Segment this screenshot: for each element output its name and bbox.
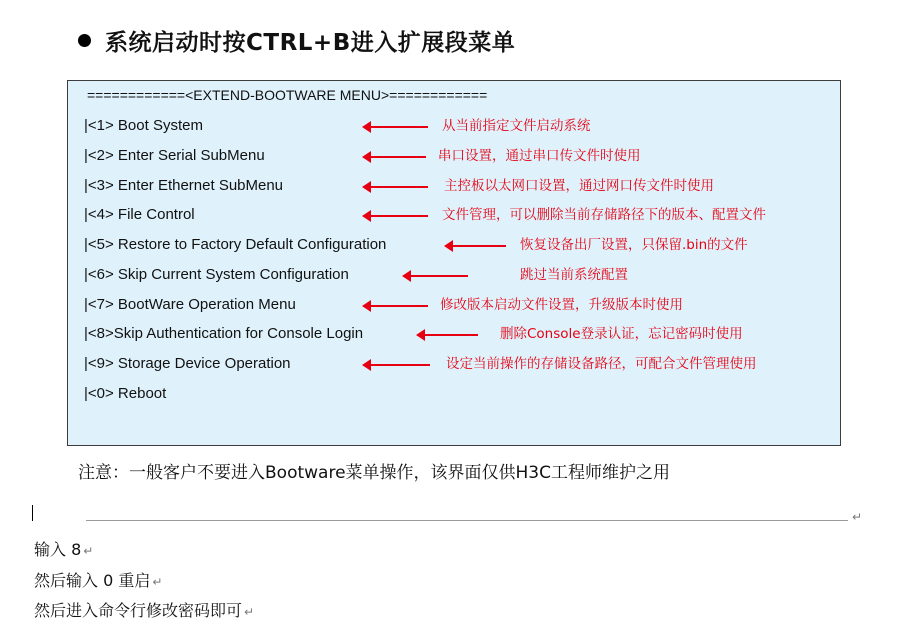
menu-item-annotation: 跳过当前系统配置 xyxy=(520,267,628,283)
menu-item-3 xyxy=(84,175,834,197)
red-arrow-icon xyxy=(410,275,468,277)
menu-item-2 xyxy=(84,145,834,167)
instruction-text: 然后输入 0 重启 xyxy=(34,571,151,590)
red-arrow-icon xyxy=(370,364,430,366)
instruction-text: 输入 8 xyxy=(34,540,82,559)
menu-item-label: |<7> BootWare Operation Menu xyxy=(84,296,296,313)
menu-item-8 xyxy=(84,323,834,345)
menu-item-label: |<4> File Control xyxy=(84,206,195,223)
menu-item-label: |<6> Skip Current System Configuration xyxy=(84,266,349,283)
menu-item-annotation: 修改版本启动文件设置，升级版本时使用 xyxy=(440,297,683,313)
instruction-text: 然后进入命令行修改密码即可 xyxy=(34,601,243,620)
red-arrow-icon xyxy=(424,334,478,336)
menu-item-label: |<3> Enter Ethernet SubMenu xyxy=(84,177,284,194)
menu-item-annotation: 文件管理，可以删除当前存储路径下的版本、配置文件 xyxy=(442,207,766,223)
bullet-icon xyxy=(78,34,91,47)
menu-item-4 xyxy=(84,204,834,226)
menu-item-label: |<9> Storage Device Operation xyxy=(84,355,291,372)
red-arrow-icon xyxy=(370,215,428,217)
menu-item-annotation: 主控板以太网口设置，通过网口传文件时使用 xyxy=(444,178,714,194)
menu-item-annotation: 设定当前操作的存储设备路径，可配合文件管理使用 xyxy=(446,356,757,372)
menu-item-annotation: 删除Console登录认证，忘记密码时使用 xyxy=(500,326,743,342)
instruction-line xyxy=(34,539,93,561)
menu-item-label: |<2> Enter Serial SubMenu xyxy=(84,147,265,164)
menu-item-0 xyxy=(84,383,834,405)
instruction-line xyxy=(34,600,254,622)
menu-item-6 xyxy=(84,264,834,286)
menu-item-label: |<0> Reboot xyxy=(84,385,167,402)
bootware-menu-screenshot xyxy=(67,80,841,446)
paragraph-mark-icon: ↵ xyxy=(852,510,863,524)
paragraph-mark-icon: ↵ xyxy=(152,575,163,589)
paragraph-mark-icon: ↵ xyxy=(244,605,255,619)
horizontal-divider xyxy=(86,520,848,521)
menu-item-label: |<5> Restore to Factory Default Configuration xyxy=(84,236,387,253)
menu-item-5 xyxy=(84,234,834,256)
warning-note: 注意：一般客户不要进入Bootware菜单操作，该界面仅供H3C工程师维护之用 xyxy=(78,463,670,483)
menu-item-annotation: 恢复设备出厂设置，只保留.bin的文件 xyxy=(520,237,748,253)
menu-item-9 xyxy=(84,353,834,375)
menu-item-annotation: 串口设置，通过串口传文件时使用 xyxy=(438,148,641,164)
menu-item-7 xyxy=(84,294,834,316)
red-arrow-icon xyxy=(370,156,426,158)
menu-item-label: |<1> Boot System xyxy=(84,117,203,134)
instruction-line xyxy=(34,570,162,592)
red-arrow-icon xyxy=(370,126,428,128)
text-cursor xyxy=(32,505,33,521)
red-arrow-icon xyxy=(370,186,428,188)
red-arrow-icon xyxy=(452,245,506,247)
menu-item-1 xyxy=(84,115,834,137)
red-arrow-icon xyxy=(370,305,428,307)
heading-text: 系统启动时按CTRL+B进入扩展段菜单 xyxy=(105,29,516,56)
page-heading xyxy=(78,20,515,60)
menu-item-annotation: 从当前指定文件启动系统 xyxy=(442,118,591,134)
paragraph-mark-icon: ↵ xyxy=(83,544,94,558)
menu-header: ============<EXTEND-BOOTWARE MENU>============ xyxy=(87,87,488,103)
menu-item-label: |<8>Skip Authentication for Console Login xyxy=(84,325,364,342)
